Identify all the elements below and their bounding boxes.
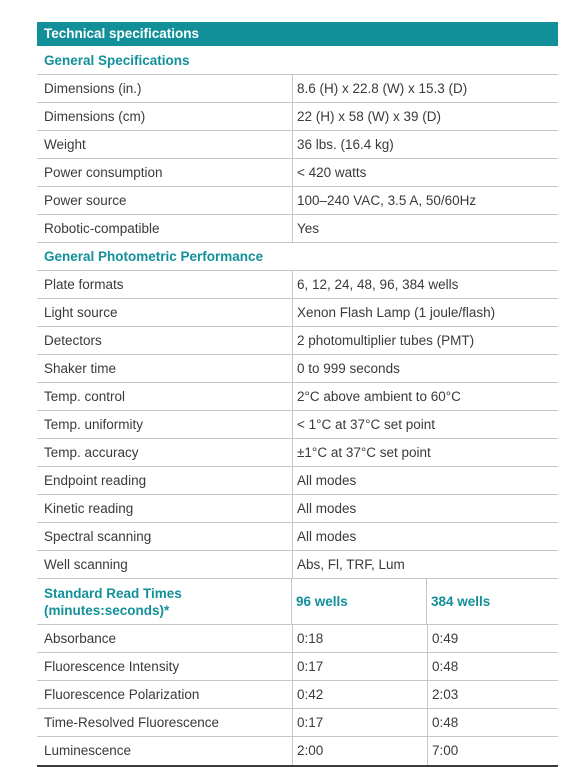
value-384: 0:48: [432, 659, 459, 674]
row-value: 2°C above ambient to 60°C: [297, 389, 461, 404]
row-label: Robotic-compatible: [37, 215, 293, 242]
value-96: 2:00: [293, 737, 428, 765]
value-384: 0:49: [432, 631, 459, 646]
value-96: 0:42: [293, 681, 428, 708]
table-row: [37, 383, 558, 411]
table-row: [37, 467, 558, 495]
row-value: All modes: [297, 473, 357, 488]
table-row: [37, 495, 558, 523]
row-value: Yes: [297, 221, 320, 236]
table-row: [37, 103, 558, 131]
row-label: Plate formats: [37, 271, 293, 298]
row-value: 8.6 (H) x 22.8 (W) x 15.3 (D): [297, 81, 468, 96]
row-label: Detectors: [37, 327, 293, 354]
table-row: [37, 215, 558, 243]
table-row: [37, 299, 558, 327]
value-96: 0:18: [293, 625, 428, 652]
row-value: < 1°C at 37°C set point: [297, 417, 435, 432]
table-row: [37, 271, 558, 299]
column-header-96: 96 wells: [292, 579, 427, 624]
row-value: ±1°C at 37°C set point: [297, 445, 431, 460]
table-row: [37, 439, 558, 467]
row-label: Absorbance: [37, 625, 293, 652]
row-label: Temp. control: [37, 383, 293, 410]
row-label: Dimensions (cm): [37, 103, 293, 130]
row-value: Abs, Fl, TRF, Lum: [297, 557, 405, 572]
row-value: 100–240 VAC, 3.5 A, 50/60Hz: [297, 193, 477, 208]
value-96: 0:17: [293, 653, 428, 680]
row-label: Dimensions (in.): [37, 75, 293, 102]
row-label: Time-Resolved Fluorescence: [37, 709, 293, 736]
row-label: Weight: [37, 131, 293, 158]
row-value: Xenon Flash Lamp (1 joule/flash): [297, 305, 496, 320]
table-row: [37, 411, 558, 439]
read-times-heading: [37, 579, 292, 624]
table-row: [37, 653, 558, 681]
row-value: All modes: [297, 501, 357, 516]
row-value: 6, 12, 24, 48, 96, 384 wells: [297, 277, 459, 292]
table-title: Technical specifications: [37, 22, 558, 47]
row-label: Spectral scanning: [37, 523, 293, 550]
row-value: 36 lbs. (16.4 kg): [297, 137, 394, 152]
table-row: [37, 75, 558, 103]
row-label: Temp. accuracy: [37, 439, 293, 466]
table-row: [37, 523, 558, 551]
table-row: [37, 327, 558, 355]
row-value: 0 to 999 seconds: [297, 361, 400, 376]
column-header-384: 384 wells: [431, 594, 491, 609]
table-row: [37, 709, 558, 737]
row-label: Shaker time: [37, 355, 293, 382]
row-label: Fluorescence Intensity: [37, 653, 293, 680]
row-label: Endpoint reading: [37, 467, 293, 494]
row-label: Power source: [37, 187, 293, 214]
row-label: Well scanning: [37, 551, 293, 578]
table-row: [37, 159, 558, 187]
section-heading-general: General Specifications: [37, 47, 558, 75]
value-96: 0:17: [293, 709, 428, 736]
value-384: 0:48: [432, 715, 459, 730]
section-heading-photometric: General Photometric Performance: [37, 243, 558, 271]
table-row: [37, 681, 558, 709]
row-value: 22 (H) x 58 (W) x 39 (D): [297, 109, 442, 124]
row-value: All modes: [297, 529, 357, 544]
spec-table: [37, 22, 558, 767]
table-row: [37, 187, 558, 215]
read-times-header: [37, 579, 558, 625]
row-value: < 420 watts: [297, 165, 367, 180]
table-row: [37, 355, 558, 383]
read-times-heading-line1: Standard Read Times: [44, 586, 182, 601]
value-384: 2:03: [432, 687, 459, 702]
row-value: 2 photomultiplier tubes (PMT): [297, 333, 475, 348]
row-label: Kinetic reading: [37, 495, 293, 522]
row-label: Luminescence: [37, 737, 293, 765]
read-times-heading-line2: (minutes:seconds)*: [44, 603, 170, 618]
table-row: [37, 131, 558, 159]
row-label: Fluorescence Polarization: [37, 681, 293, 708]
table-row: [37, 625, 558, 653]
table-row: [37, 551, 558, 579]
row-label: Light source: [37, 299, 293, 326]
value-384: 7:00: [432, 743, 459, 758]
row-label: Temp. uniformity: [37, 411, 293, 438]
row-label: Power consumption: [37, 159, 293, 186]
